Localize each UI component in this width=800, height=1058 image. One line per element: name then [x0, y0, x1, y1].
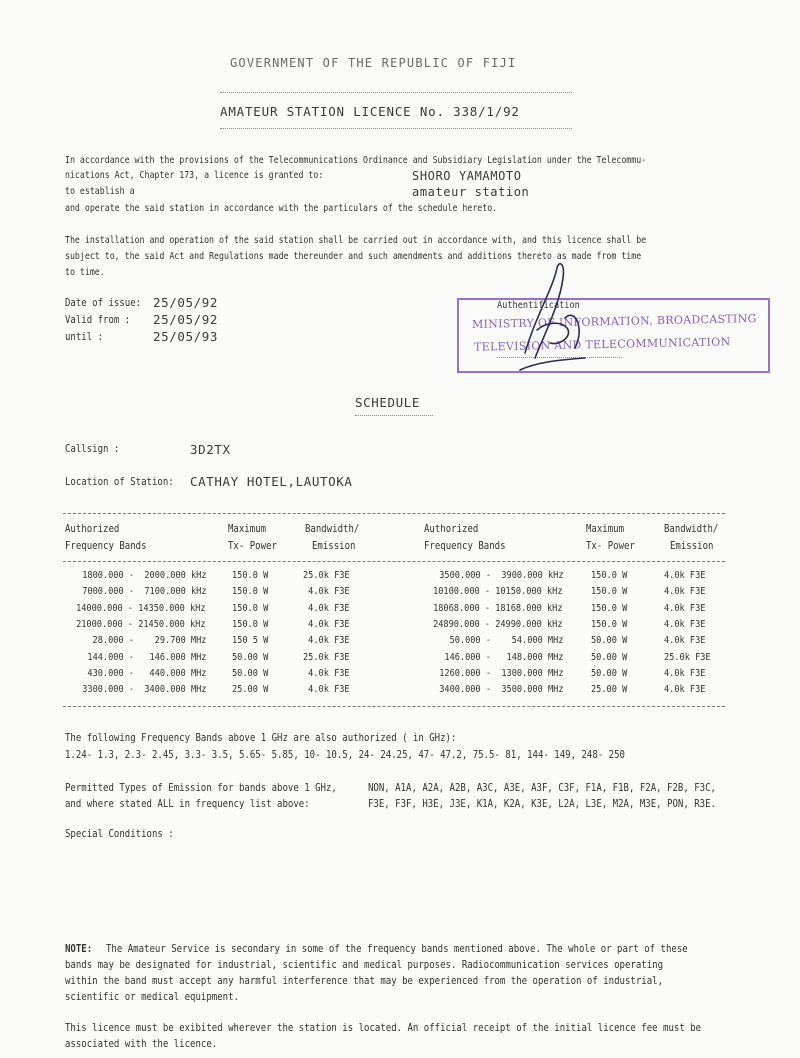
bandwidth-cell: 25.0k F3E: [303, 651, 350, 663]
conditions-line: to time.: [65, 267, 105, 278]
bandwidth-cell: 25.0k F3E: [303, 570, 350, 581]
table-row: [0, 619, 800, 635]
header-bandwidth: Bandwidth/: [664, 523, 719, 535]
location-label: Location of Station:: [65, 476, 174, 488]
bandwidth-cell: 4.0k F3E: [303, 602, 350, 614]
bandwidth-cell: 4.0k F3E: [664, 618, 706, 630]
power-cell: 150.0 W: [591, 586, 628, 598]
power-cell: 50.00 W: [591, 667, 628, 679]
ghz-intro: The following Frequency Bands above 1 GHz are also authorized ( in GHz):: [65, 732, 457, 744]
power-cell: 150.0 W: [591, 618, 628, 630]
authentication-label: Authentification: [497, 300, 580, 311]
band-cell: 3400.000 - 3500.000 MHz: [438, 684, 563, 696]
conditions-line: The installation and operation of the said station shall be carried out in accordance with, and this licence shall be: [65, 235, 647, 246]
band-cell: 3500.000 - 3900.000 kHz: [438, 570, 563, 581]
power-cell: 150.0 W: [232, 602, 269, 614]
intro-line: to establish a: [65, 186, 135, 197]
note-label: NOTE:: [65, 943, 93, 955]
table-row: [0, 635, 800, 651]
table-row: [0, 586, 800, 602]
table-row: [0, 652, 800, 668]
table-bottom-rule: [63, 706, 725, 707]
divider: [220, 92, 572, 93]
special-conditions-label: Special Conditions :: [65, 828, 174, 840]
band-cell: 1800.000 - 2000.000 kHz: [81, 570, 206, 581]
intro-line: and operate the said station in accordance with the particulars of the schedule hereto.: [65, 203, 498, 214]
issue-date: 25/05/92: [153, 295, 219, 310]
valid-label: Valid from :: [65, 314, 131, 326]
power-cell: 150 5 W: [232, 635, 269, 647]
header-bandwidth: Bandwidth/: [305, 523, 360, 535]
schedule-title: SCHEDULE: [355, 395, 421, 410]
band-cell: 7000.000 - 7100.000 kHz: [81, 586, 206, 598]
bandwidth-cell: 4.0k F3E: [664, 586, 706, 598]
header-power: Tx- Power: [228, 540, 277, 552]
bandwidth-cell: 4.0k F3E: [664, 684, 706, 696]
power-cell: 25.00 W: [232, 684, 269, 696]
stamp-line: TELEVISION AND TELECOMMUNICATION: [473, 335, 731, 354]
header-freq: Frequency Bands: [424, 540, 506, 552]
power-cell: 150.0 W: [591, 602, 628, 614]
power-cell: 150.0 W: [591, 570, 628, 581]
bandwidth-cell: 4.0k F3E: [664, 635, 706, 647]
valid-date: 25/05/92: [153, 312, 219, 327]
intro-line: In accordance with the provisions of the Telecommunications Ordinance and Subsidiary Legislation under the Telecommu-: [65, 155, 647, 166]
bandwidth-cell: 4.0k F3E: [303, 667, 350, 679]
bandwidth-cell: 4.0k F3E: [664, 667, 706, 679]
bandwidth-cell: 4.0k F3E: [303, 684, 350, 696]
note-line: bands may be designated for industrial, scientific and medical purposes. Radiocommunication services operating: [65, 959, 664, 971]
footer-line: This licence must be exibited wherever the station is located. An official receipt of the initial licence fee must be: [65, 1022, 702, 1034]
power-cell: 150.0 W: [232, 618, 269, 630]
power-cell: 150.0 W: [232, 586, 269, 598]
header-power: Maximum: [228, 523, 267, 535]
intro-line: nications Act, Chapter 173, a licence is granted to:: [65, 170, 324, 181]
band-cell: 21000.000 - 21450.000 kHz: [76, 618, 206, 630]
table-row: [0, 570, 800, 586]
table-row: [0, 684, 800, 700]
header-freq: Frequency Bands: [65, 540, 147, 552]
emission-list: F3E, F3F, H3E, J3E, K1A, K2A, K3E, L2A, L3E, M2A, M3E, PON, R3E.: [368, 798, 716, 810]
band-cell: 1260.000 - 1300.000 MHz: [438, 667, 563, 679]
divider: [355, 415, 433, 416]
bandwidth-cell: 4.0k F3E: [664, 602, 706, 614]
emission-list: NON, A1A, A2A, A2B, A3C, A3E, A3F, C3F, F1A, F1B, F2A, F2B, F3C,: [368, 782, 716, 794]
divider: [220, 128, 572, 129]
table-header-rule: [63, 561, 725, 562]
callsign-label: Callsign :: [65, 443, 120, 455]
table-top-rule: [63, 513, 725, 514]
band-cell: 430.000 - 440.000 MHz: [86, 667, 206, 679]
bandwidth-cell: 4.0k F3E: [303, 586, 350, 598]
header-freq: Authorized: [65, 523, 120, 535]
table-row: [0, 603, 800, 619]
government-heading: GOVERNMENT OF THE REPUBLIC OF FIJI: [230, 56, 517, 70]
header-bandwidth: Emission: [312, 540, 356, 552]
issue-label: Date of issue:: [65, 297, 142, 309]
band-cell: 146.000 - 148.000 MHz: [443, 651, 563, 663]
conditions-line: subject to, the said Act and Regulations made thereunder and such amendments and additions thereto as made from time: [65, 251, 642, 262]
power-cell: 25.00 W: [591, 684, 628, 696]
emission-label: and where stated ALL in frequency list above:: [65, 798, 310, 810]
band-cell: 28.000 - 29.700 MHz: [92, 635, 206, 647]
header-power: Maximum: [586, 523, 625, 535]
note-line: The Amateur Service is secondary in some of the frequency bands mentioned above. The whole or part of these: [106, 943, 688, 955]
table-row: [0, 668, 800, 684]
band-cell: 144.000 - 146.000 MHz: [86, 651, 206, 663]
header-freq: Authorized: [424, 523, 479, 535]
power-cell: 50.00 W: [591, 651, 628, 663]
note-line: within the band must accept any harmful interference that may be experienced from the operation of industrial,: [65, 975, 664, 987]
band-cell: 10100.000 - 10150.000 kHz: [433, 586, 563, 598]
licensee-name: SHORO YAMAMOTO: [412, 169, 522, 183]
emission-label: Permitted Types of Emission for bands above 1 GHz,: [65, 782, 337, 794]
ghz-bands: 1.24- 1.3, 2.3- 2.45, 3.3- 3.5, 5.65- 5.85, 10- 10.5, 24- 24.25, 47- 47.2, 75.5- 81, 144- 149, 248- 250: [65, 749, 625, 761]
band-cell: 24890.000 - 24990.000 kHz: [433, 618, 563, 630]
power-cell: 150.0 W: [232, 570, 269, 581]
station-type: amateur station: [412, 185, 530, 199]
licence-title: AMATEUR STATION LICENCE No. 338/1/92: [220, 104, 520, 119]
power-cell: 50.00 W: [232, 667, 269, 679]
stamp-line: MINISTRY OF INFORMATION, BROADCASTING: [471, 312, 757, 331]
until-label: until :: [65, 331, 104, 343]
footer-line: associated with the licence.: [65, 1038, 218, 1050]
location-value: CATHAY HOTEL,LAUTOKA: [190, 474, 353, 489]
note-line: scientific or medical equipment.: [65, 991, 239, 1003]
bandwidth-cell: 4.0k F3E: [303, 635, 350, 647]
band-cell: 3300.000 - 3400.000 MHz: [81, 684, 206, 696]
bandwidth-cell: 4.0k F3E: [303, 618, 350, 630]
bandwidth-cell: 4.0k F3E: [664, 570, 706, 581]
band-cell: 50.000 - 54.000 MHz: [449, 635, 563, 647]
signature-icon: [505, 258, 595, 378]
header-bandwidth: Emission: [670, 540, 714, 552]
until-date: 25/05/93: [153, 329, 219, 344]
header-power: Tx- Power: [586, 540, 635, 552]
callsign-value: 3D2TX: [190, 442, 231, 457]
band-cell: 14000.000 - 14350.000 kHz: [76, 602, 206, 614]
power-cell: 50.00 W: [591, 635, 628, 647]
power-cell: 50.00 W: [232, 651, 269, 663]
band-cell: 18068.000 - 18168.000 kHz: [433, 602, 563, 614]
bandwidth-cell: 25.0k F3E: [664, 651, 711, 663]
